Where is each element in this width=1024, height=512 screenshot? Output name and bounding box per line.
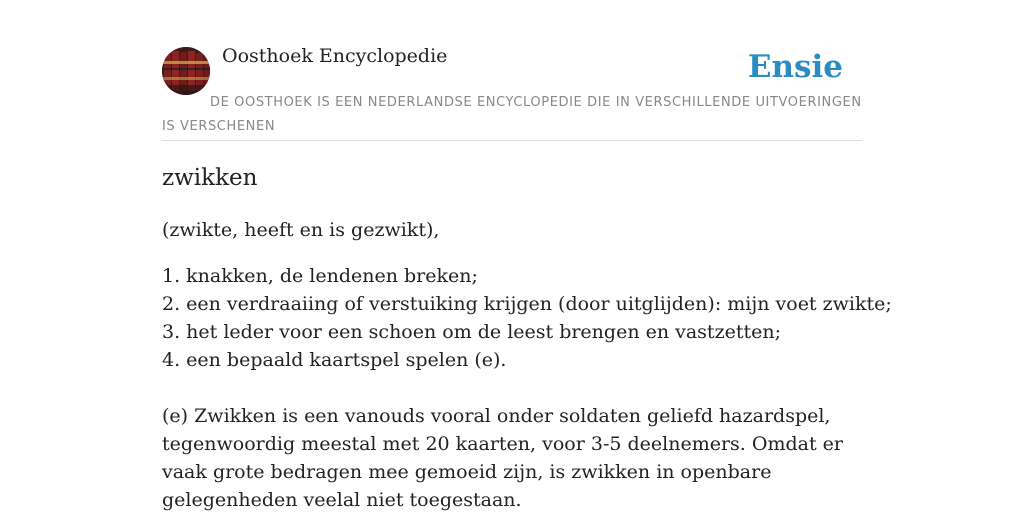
entry-title: zwikken (162, 165, 258, 191)
sense-list (162, 262, 892, 374)
encyclopedia-books-icon[interactable] (162, 47, 210, 95)
site-name-link[interactable]: Oosthoek Encyclopedie (222, 45, 448, 67)
entry-content (162, 160, 892, 512)
sense-item: 1. knakken, de lendenen breken; (162, 265, 478, 287)
site-header (162, 44, 862, 141)
sense-item: 3. het leder voor een schoen om de leest brengen en vastzetten; (162, 321, 781, 343)
site-tagline: DE OOSTHOEK IS EEN NEDERLANDSE ENCYCLOPEDIE DIE IN VERSCHILLENDE UITVOERINGEN IS VERSCHENEN (162, 95, 862, 134)
grammar-info: (zwikte, heeft en is gezwikt), (162, 219, 440, 241)
sense-item: 2. een verdraaiing of verstuiking krijgen (door uitglijden): mijn voet zwikte; (162, 293, 892, 315)
sense-item: 4. een bepaald kaartspel spelen (e). (162, 349, 507, 371)
explanatory-note: (e) Zwikken is een vanouds vooral onder soldaten geliefd hazardspel, tegenwoordig meestal met 20 kaarten, voor 3-5 deelnemers. Omdat er vaak grote bedragen mee gemoeid zijn, is zwikken in openbare gelegenheden veelal niet toegestaan. (162, 405, 843, 511)
ensie-logo-link[interactable]: Ensie (747, 49, 843, 85)
